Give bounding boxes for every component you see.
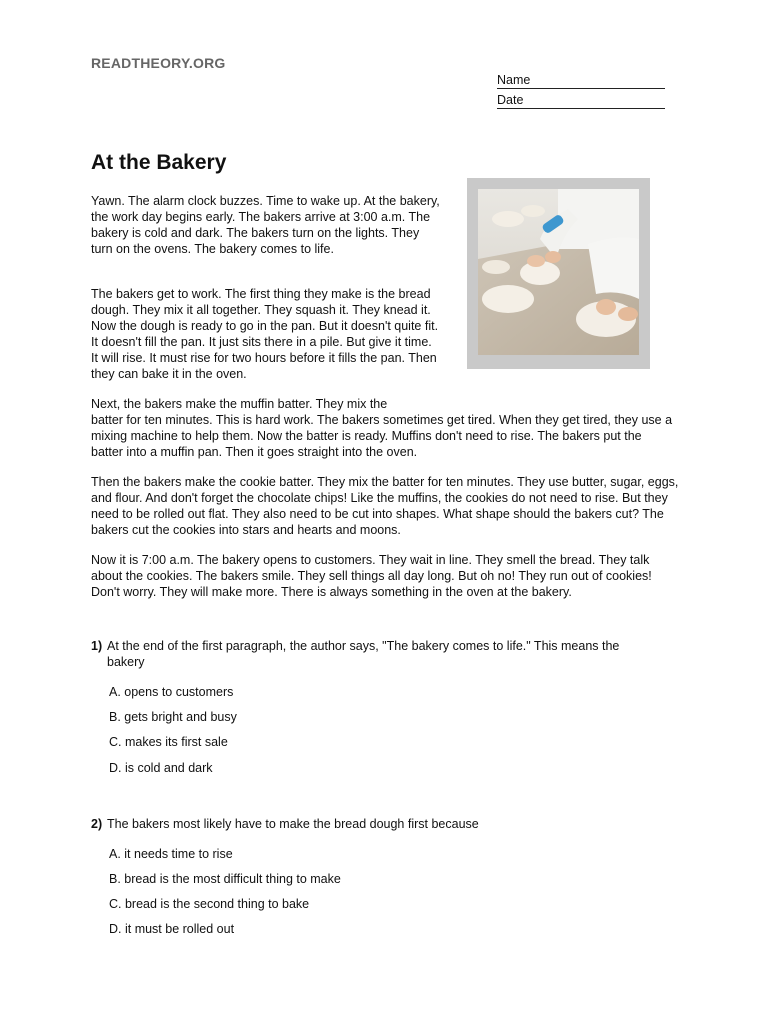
bakers-kneading-dough-photo	[478, 189, 639, 355]
question-text: At the end of the first paragraph, the author says, "The bakery comes to life." This means the bakery	[107, 639, 620, 669]
story-paragraph-2: The bakers get to work. The first thing they make is the bread dough. They mix it all together. They squash it. They knead it. Now the dough is ready to go in the pan. But it doesn't quite fit. It doesn't fill the pan. It just sits there in a pile. But give it time. It will rise. It must rise for two hours before it fills the pan. Then they can bake it in the oven.	[91, 287, 439, 381]
question-number: 1)	[91, 639, 103, 653]
answer-option[interactable]: C. bread is the second thing to bake	[109, 897, 310, 911]
story-paragraph-5: Now it is 7:00 a.m. The bakery opens to customers. They wait in line. They smell the bread. They talk about the cookies. The bakers smile. They sell things all day long. But oh no! They run out of cookies! Don't worry. They will make more. There is always something in the oven at the bakery.	[91, 553, 652, 599]
date-field: Date	[497, 93, 665, 109]
question-1	[91, 638, 651, 670]
question-2	[91, 816, 681, 832]
brand-logo: READTHEORY.ORG	[91, 55, 226, 71]
page-title: At the Bakery	[91, 151, 227, 174]
story-paragraph-3: batter for ten minutes. This is hard work. The bakers sometimes get tired. When they get tired, they use a mixing machine to help them. Now the batter is ready. Muffins don't need to rise. The bakers put the batter into a muffin pan. Then it goes straight into the oven.	[91, 413, 673, 459]
story-paragraph-3-start: Next, the bakers make the muffin batter. They mix the	[91, 397, 388, 411]
question-number: 2)	[91, 817, 103, 831]
answer-option[interactable]: D. it must be rolled out	[109, 922, 235, 936]
answer-option[interactable]: A. opens to customers	[109, 685, 234, 699]
story-paragraph-4: Then the bakers make the cookie batter. They mix the batter for ten minutes. They use butter, sugar, eggs, and flour. And don't forget the chocolate chips! Like the muffins, the cookies do not need to rise. But they need to be rolled out flat. They also need to be cut into shapes. What shape should the bakers cut? The bakers cut the cookies into stars and hearts and moons.	[91, 475, 679, 537]
answer-option[interactable]: D. is cold and dark	[109, 761, 213, 775]
answer-option[interactable]: B. bread is the most difficult thing to make	[109, 872, 341, 886]
story-paragraph-1: Yawn. The alarm clock buzzes. Time to wake up. At the bakery, the work day begins early. The bakers arrive at 3:00 a.m. The bakery is cold and dark. The bakers turn on the lights. They turn on the ovens. The bakery comes to life.	[91, 194, 440, 256]
question-text: The bakers most likely have to make the bread dough first because	[107, 817, 479, 831]
name-field: Name	[497, 73, 665, 89]
answer-option[interactable]: C. makes its first sale	[109, 735, 228, 749]
bakery-photo-frame	[467, 178, 650, 369]
answer-option[interactable]: B. gets bright and busy	[109, 710, 237, 724]
answer-option[interactable]: A. it needs time to rise	[109, 847, 233, 861]
